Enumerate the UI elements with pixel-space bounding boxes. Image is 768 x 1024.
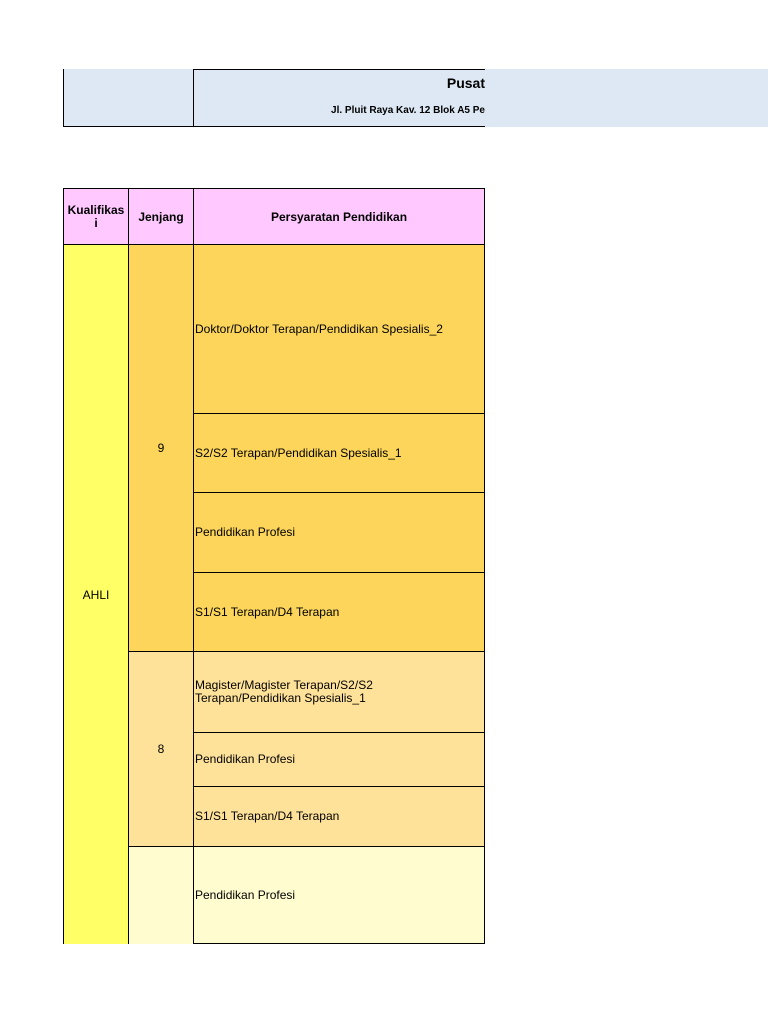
column-header-kualifikasi: Kualifikas i [63, 188, 129, 245]
column-header-persyaratan: Persyaratan Pendidikan [193, 188, 485, 245]
qualification-cell: AHLI [63, 244, 129, 944]
level-cell-7 [128, 846, 194, 944]
column-header-jenjang: Jenjang [128, 188, 194, 245]
requirement-cell: Doktor/Doktor Terapan/Pendidikan Spesialis_2 [193, 244, 485, 414]
level-cell-9: 9 [128, 244, 194, 652]
header-title-cell [194, 69, 485, 127]
header-left-cell [63, 69, 194, 127]
header-title: Pusat [446, 75, 485, 91]
requirement-cell: S2/S2 Terapan/Pendidikan Spesialis_1 [193, 413, 485, 493]
header-extension [485, 69, 768, 127]
requirement-cell: S1/S1 Terapan/D4 Terapan [193, 786, 485, 847]
level-cell-8: 8 [128, 651, 194, 847]
requirement-cell: Pendidikan Profesi [193, 846, 485, 944]
requirement-cell: Pendidikan Profesi [193, 492, 485, 573]
requirement-cell: S1/S1 Terapan/D4 Terapan [193, 572, 485, 652]
requirement-cell: Magister/Magister Terapan/S2/S2 Terapan/Pendidikan Spesialis_1 [193, 651, 485, 733]
header-address: Jl. Pluit Raya Kav. 12 Blok A5 Pe [331, 105, 485, 116]
requirement-cell: Pendidikan Profesi [193, 732, 485, 787]
